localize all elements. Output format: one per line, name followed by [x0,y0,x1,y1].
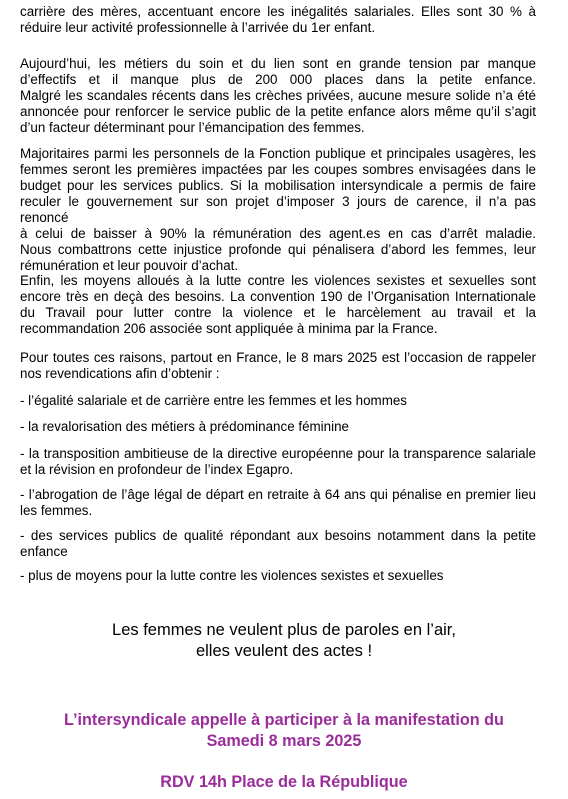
text-line: Enfin, les moyens alloués à la lutte contre les violences sexistes et sexuelles sont [20,273,536,288]
demand-item [20,419,536,435]
demand-item [20,528,536,560]
demand-item [20,393,536,409]
meeting-point: RDV 14h Place de la République [160,773,408,791]
text-line: réduire leur activité professionnelle à l’arrivée du 1er enfant. [20,20,376,35]
text-line: - l’abrogation de l’âge légal de départ en retraite à 64 ans qui pénalise en premier lieu [20,487,536,502]
text-line: femmes seront les premières impactées par les coupes sombres envisagées dans le [20,162,536,177]
call-to-action-line: L’intersyndicale appelle à participer à la manifestation du [64,711,504,729]
paragraph-demands-intro [20,350,536,382]
text-line: recommandation 206 associée sont appliquée à minima par la France. [20,321,438,336]
paragraph-care-sector [20,56,536,136]
text-line: - l’égalité salariale et de carrière entre les femmes et les hommes [20,393,408,408]
text-line: Nous combattrons cette injustice profonde qui pénalisera d’abord les femmes, leur [20,242,536,257]
slogan-line: elles veulent des actes ! [195,642,373,660]
text-line: les femmes. [20,503,93,518]
text-line: enfance [20,544,68,559]
text-line: encore très en deçà des besoins. La convention 190 de l’Organisation Internationale [20,289,536,304]
text-line: Malgré les scandales récents dans les crèches privées, aucune mesure solide n’a été [20,88,536,103]
slogan-line: Les femmes ne veulent plus de paroles en l’air, [112,621,456,639]
event-date: Samedi 8 mars 2025 [206,732,362,750]
text-line: - la revalorisation des métiers à prédominance féminine [20,419,349,434]
text-line: budget pour les services publics. Si la mobilisation intersyndicale a permis de faire [20,178,536,193]
text-line: d’effectifs et il manque plus de 200 000 places dans la petite enfance. [20,72,536,87]
text-line: nos revendications afin d’obtenir : [20,366,220,381]
text-line: carrière des mères, accentuant encore les inégalités salariales. Elles sont 30 % à [20,4,536,19]
paragraph-public-service [20,146,536,274]
text-line: - la transposition ambitieuse de la directive européenne pour la transparence salariale [20,446,536,461]
demand-item [20,446,536,478]
text-line: - des services publics de qualité répondant aux besoins notamment dans la petite [20,528,536,543]
demand-item [20,568,536,584]
text-line: rémunération et leur pouvoir d’achat. [20,258,239,273]
text-line: et la révision en profondeur de l’index Egapro. [20,462,294,477]
text-line: d’un facteur déterminant pour l’émancipation des femmes. [20,120,365,135]
text-line: à celui de baisser à 90% la rémunération des agent.es en cas d’arrêt maladie. [20,226,536,241]
paragraph-violence [20,273,536,337]
slogan [20,620,548,662]
text-line: Majoritaires parmi les personnels de la Fonction publique et principales usagères, les [20,146,536,161]
text-line: Pour toutes ces raisons, partout en France, le 8 mars 2025 est l’occasion de rappeler [20,350,536,365]
text-line: du Travail pour lutter contre la violence et le harcèlement au travail et la [20,305,536,320]
call-to-action [20,710,548,752]
text-line: annoncée pour renforcer le service public de la petite enfance alors même qu’il s’agit [20,104,536,119]
text-line: - plus de moyens pour la lutte contre les violences sexistes et sexuelles [20,568,444,583]
text-line: Aujourd’hui, les métiers du soin et du lien sont en grande tension par manque [20,56,536,71]
text-line: reculer le gouvernement sur son projet d’imposer 3 jours de carence, il n’a pas renoncé [20,194,536,225]
demand-item [20,487,536,519]
paragraph-inequalities [20,4,536,36]
